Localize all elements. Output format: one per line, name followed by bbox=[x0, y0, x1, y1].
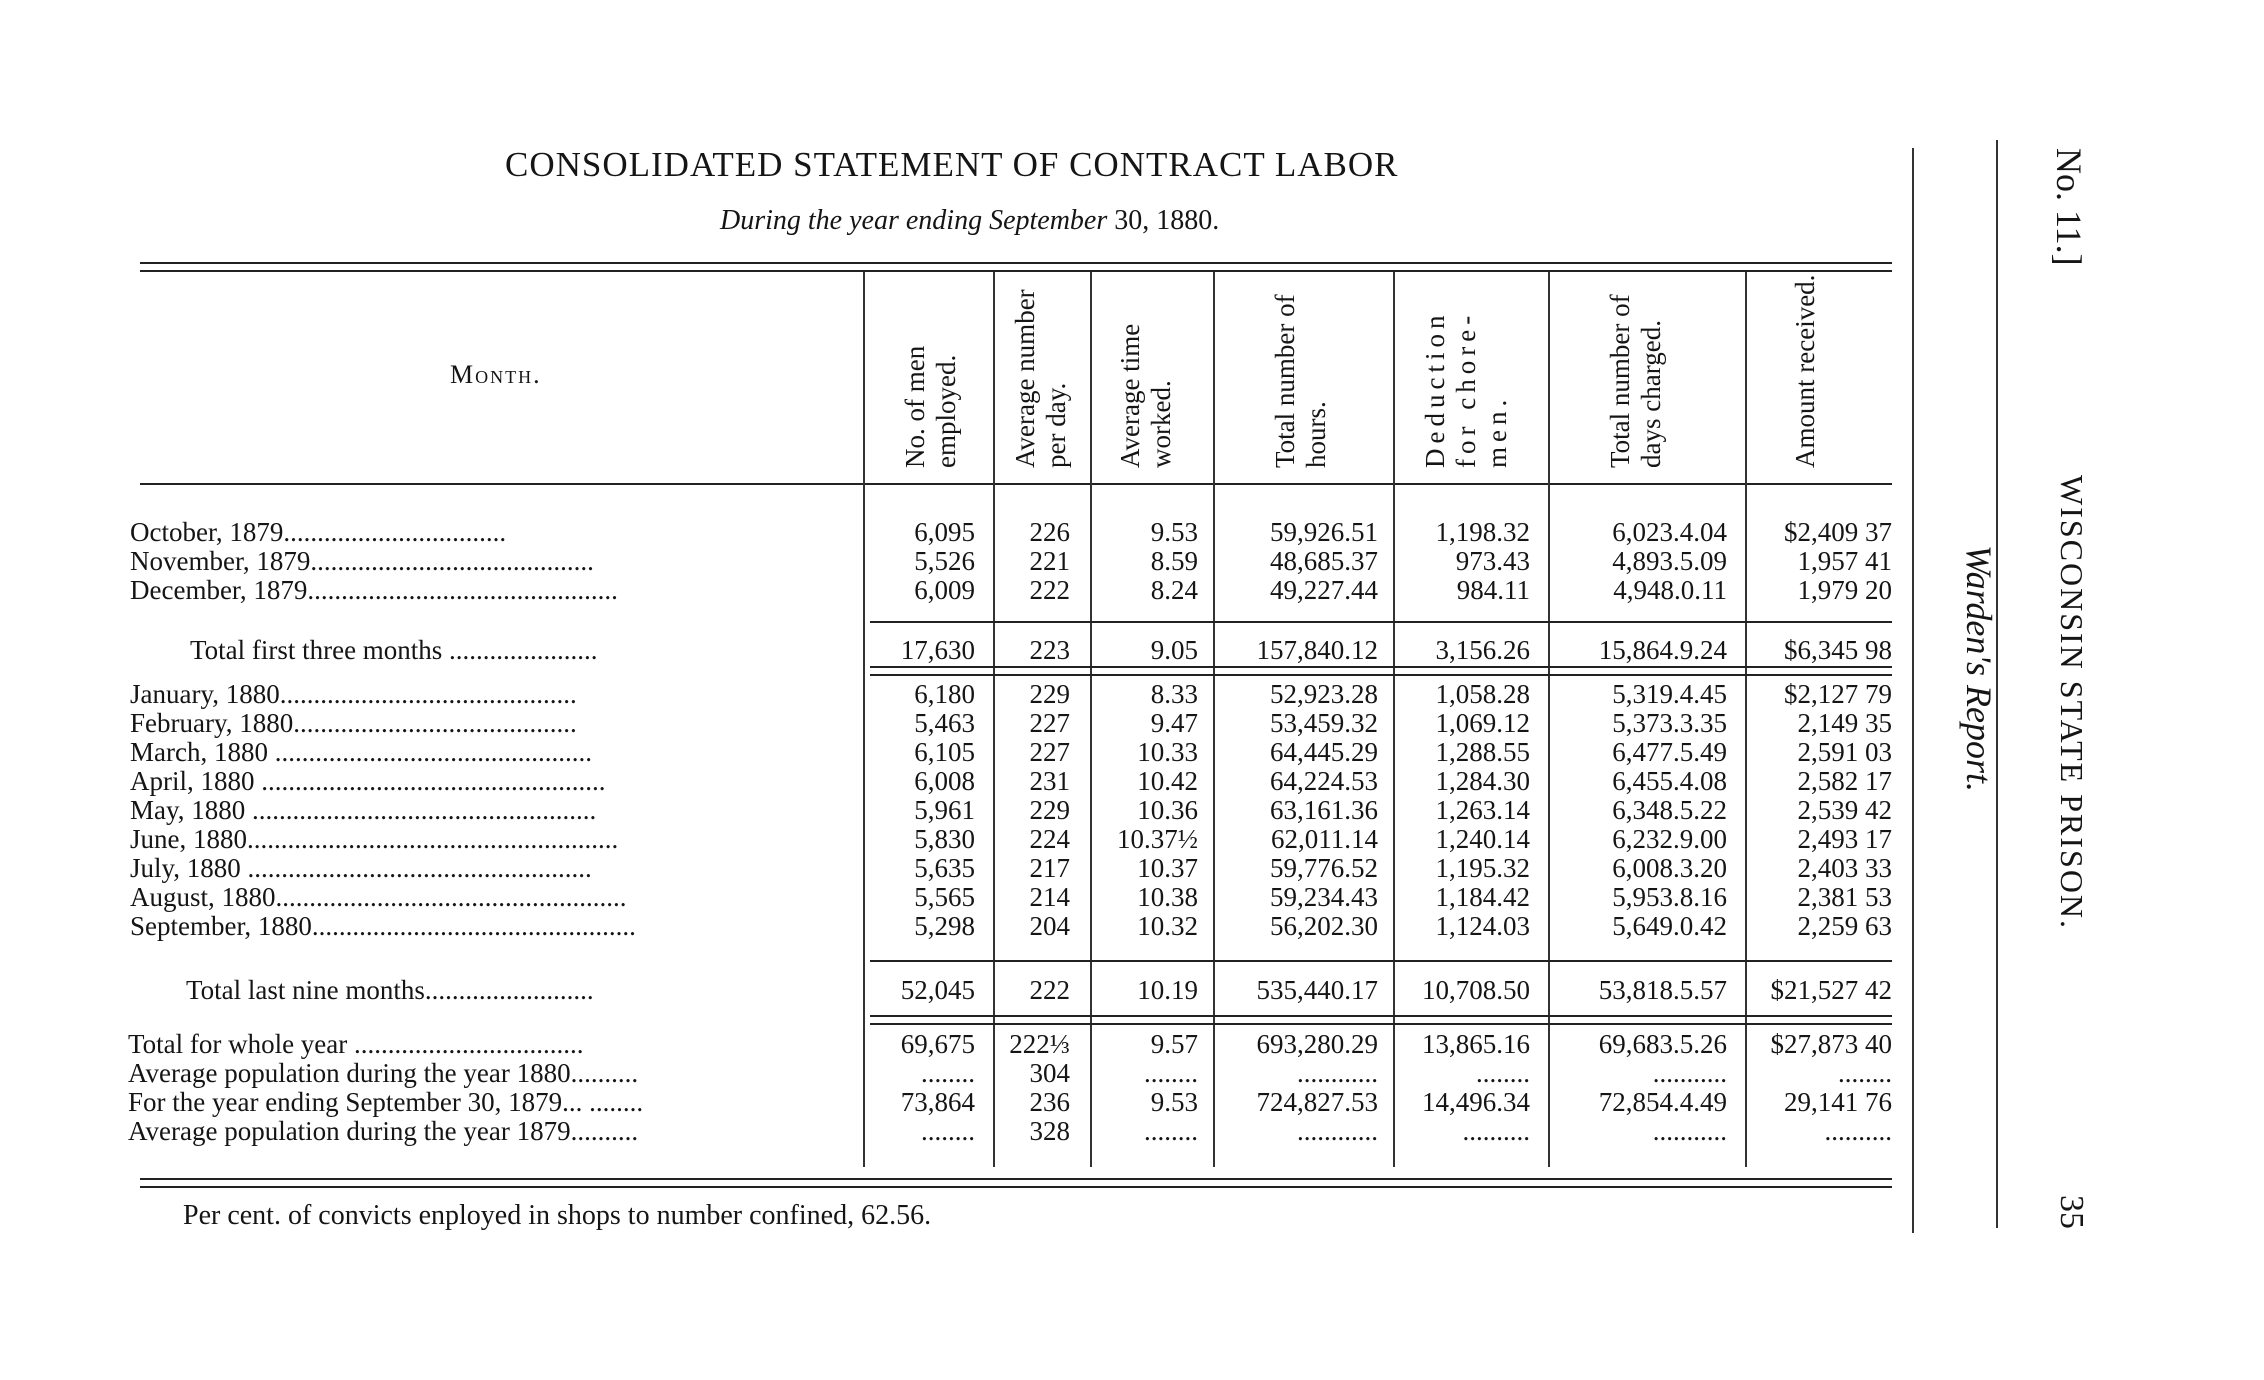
column-divider bbox=[1745, 272, 1747, 1167]
table-cell: ........ bbox=[1476, 1058, 1530, 1088]
row-label: September, 1880................................................ bbox=[130, 911, 636, 941]
table-cell: 52,923.28 bbox=[1270, 679, 1378, 709]
row-label: July, 1880 ................................................... bbox=[130, 853, 592, 883]
table-cell: 53,459.32 bbox=[1270, 708, 1378, 738]
row-label: January, 1880............................................ bbox=[130, 679, 577, 709]
col-header-men-employed: No. of men employed. bbox=[900, 345, 961, 468]
col-header-avg-time: Average time worked. bbox=[1115, 323, 1176, 468]
table-cell: 5,635 bbox=[914, 853, 975, 883]
table-cell: 5,298 bbox=[914, 911, 975, 941]
row-label: March, 1880 ............................................... bbox=[130, 737, 592, 767]
subtotal-rule bbox=[870, 960, 1892, 962]
row-label: February, 1880.......................................... bbox=[130, 708, 577, 738]
table-cell: ........ bbox=[921, 1058, 975, 1088]
table-cell: $2,409 37 bbox=[1784, 517, 1892, 547]
table-cell: 6,348.5.22 bbox=[1612, 795, 1727, 825]
table-cell: 1,069.12 bbox=[1435, 708, 1530, 738]
table-cell: 304 bbox=[1029, 1058, 1070, 1088]
table-cell: 5,373.3.35 bbox=[1612, 708, 1727, 738]
page-subtitle bbox=[720, 205, 1219, 237]
table-cell: 10.37½ bbox=[1117, 824, 1198, 854]
table-cell: 72,854.4.49 bbox=[1598, 1087, 1727, 1117]
table-cell: 6,232.9.00 bbox=[1612, 824, 1727, 854]
table-cell: 17,630 bbox=[900, 635, 975, 665]
column-divider bbox=[863, 272, 865, 1167]
table-cell: 6,008 bbox=[914, 766, 975, 796]
table-cell: 2,381 53 bbox=[1797, 882, 1892, 912]
table-cell: 52,045 bbox=[900, 975, 975, 1005]
row-label: Average population during the year 1880.......... bbox=[128, 1058, 639, 1088]
row-label: August, 1880.................................................... bbox=[130, 882, 627, 912]
table-cell: 1,124.03 bbox=[1435, 911, 1530, 941]
wardens-report-label: Warden's Report. bbox=[1959, 545, 1999, 793]
table-cell: .......... bbox=[1462, 1116, 1530, 1146]
table-cell: 6,008.3.20 bbox=[1612, 853, 1727, 883]
table-cell: 5,463 bbox=[914, 708, 975, 738]
table-cell: 693,280.29 bbox=[1256, 1029, 1378, 1059]
table-cell: 10.38 bbox=[1137, 882, 1198, 912]
table-cell: 5,953.8.16 bbox=[1612, 882, 1727, 912]
table-cell: 9.05 bbox=[1150, 635, 1198, 665]
table-cell: 14,496.34 bbox=[1422, 1087, 1530, 1117]
page-title: CONSOLIDATED STATEMENT OF CONTRACT LABOR bbox=[505, 145, 1399, 184]
table-cell: 59,776.52 bbox=[1270, 853, 1378, 883]
table-cell: 231 bbox=[1029, 766, 1070, 796]
table-cell: 222 bbox=[1029, 575, 1070, 605]
subtitle-italic: During the year ending September bbox=[720, 205, 1108, 236]
table-cell: 973.43 bbox=[1455, 546, 1530, 576]
table-cell: ............ bbox=[1297, 1058, 1378, 1088]
page-number: 35 bbox=[2053, 1195, 2090, 1229]
row-label: May, 1880 ................................................... bbox=[130, 795, 597, 825]
table-cell: 2,259 63 bbox=[1797, 911, 1892, 941]
table-cell: 2,591 03 bbox=[1797, 737, 1892, 767]
table-cell: 1,284.30 bbox=[1435, 766, 1530, 796]
table-cell: 984.11 bbox=[1456, 575, 1530, 605]
table-cell: 222 bbox=[1029, 975, 1070, 1005]
table-cell: ........... bbox=[1652, 1058, 1727, 1088]
table-cell: 8.33 bbox=[1150, 679, 1198, 709]
column-divider bbox=[1213, 272, 1215, 1167]
row-label: October, 1879................................. bbox=[130, 517, 507, 547]
table-cell: 9.47 bbox=[1150, 708, 1198, 738]
table-cell: 227 bbox=[1029, 708, 1070, 738]
table-cell: 63,161.36 bbox=[1270, 795, 1378, 825]
table-cell: 6,180 bbox=[914, 679, 975, 709]
table-cell: 221 bbox=[1029, 546, 1070, 576]
table-cell: 6,009 bbox=[914, 575, 975, 605]
table-cell: 204 bbox=[1029, 911, 1070, 941]
table-cell: 9.57 bbox=[1150, 1029, 1198, 1059]
table-cell: 223 bbox=[1029, 635, 1070, 665]
table-cell: 5,649.0.42 bbox=[1612, 911, 1727, 941]
table-cell: 10.19 bbox=[1137, 975, 1198, 1005]
table-cell: 1,979 20 bbox=[1797, 575, 1892, 605]
row-label: Average population during the year 1879.......... bbox=[128, 1116, 639, 1146]
table-cell: 229 bbox=[1029, 795, 1070, 825]
subtotal-rule bbox=[870, 621, 1892, 623]
table-cell: 48,685.37 bbox=[1270, 546, 1378, 576]
table-cell: 5,830 bbox=[914, 824, 975, 854]
table-cell: 4,948.0.11 bbox=[1613, 575, 1727, 605]
table-cell: 236 bbox=[1029, 1087, 1070, 1117]
table-cell: 64,224.53 bbox=[1270, 766, 1378, 796]
table-cell: 328 bbox=[1029, 1116, 1070, 1146]
side-rule bbox=[1912, 148, 1914, 1233]
table-cell: 73,864 bbox=[900, 1087, 975, 1117]
table-cell: 535,440.17 bbox=[1256, 975, 1378, 1005]
row-label: Total for whole year .................................. bbox=[128, 1029, 584, 1059]
table-cell: 10.32 bbox=[1137, 911, 1198, 941]
table-cell: 2,149 35 bbox=[1797, 708, 1892, 738]
table-cell: 10.33 bbox=[1137, 737, 1198, 767]
table-cell: ........ bbox=[921, 1116, 975, 1146]
table-cell: 1,198.32 bbox=[1435, 517, 1530, 547]
table-bottom-rule bbox=[140, 1178, 1892, 1180]
table-cell: 59,234.43 bbox=[1270, 882, 1378, 912]
footer-note: Per cent. of convicts enployed in shops to number confined, 62.56. bbox=[183, 1200, 932, 1231]
column-divider bbox=[1548, 272, 1550, 1167]
table-cell: 2,539 42 bbox=[1797, 795, 1892, 825]
table-cell: 29,141 76 bbox=[1784, 1087, 1892, 1117]
table-cell: 9.53 bbox=[1150, 517, 1198, 547]
table-cell: 5,961 bbox=[914, 795, 975, 825]
table-cell: $2,127 79 bbox=[1784, 679, 1892, 709]
table-cell: 15,864.9.24 bbox=[1598, 635, 1727, 665]
column-divider bbox=[1393, 272, 1395, 1167]
table-cell: 4,893.5.09 bbox=[1612, 546, 1727, 576]
column-divider bbox=[993, 272, 995, 1167]
table-cell: 2,493 17 bbox=[1797, 824, 1892, 854]
table-cell: 62,011.14 bbox=[1271, 824, 1378, 854]
row-label: June, 1880....................................................... bbox=[130, 824, 619, 854]
table-cell: 5,526 bbox=[914, 546, 975, 576]
row-label: For the year ending September 30, 1879... ........ bbox=[128, 1087, 644, 1117]
table-cell: 13,865.16 bbox=[1422, 1029, 1530, 1059]
table-cell: 10.36 bbox=[1137, 795, 1198, 825]
table-cell: 6,477.5.49 bbox=[1612, 737, 1727, 767]
col-header-amount: Amount received. bbox=[1790, 274, 1820, 468]
col-header-avg-per-day: Average number per day. bbox=[1010, 289, 1071, 468]
table-cell: 1,184.42 bbox=[1435, 882, 1530, 912]
subtotal-rule bbox=[870, 674, 1892, 676]
subtitle-date: 30, 1880. bbox=[1107, 205, 1220, 236]
table-cell: 157,840.12 bbox=[1256, 635, 1378, 665]
table-cell: 8.24 bbox=[1150, 575, 1198, 605]
table-cell: .......... bbox=[1824, 1116, 1892, 1146]
table-cell: 69,675 bbox=[900, 1029, 975, 1059]
table-cell: 49,227.44 bbox=[1270, 575, 1378, 605]
row-label: Total first three months ...................... bbox=[190, 635, 598, 665]
table-cell: 2,403 33 bbox=[1797, 853, 1892, 883]
row-label: Total last nine months......................... bbox=[186, 975, 594, 1005]
table-cell: 214 bbox=[1029, 882, 1070, 912]
row-label: April, 1880 ................................................... bbox=[130, 766, 606, 796]
table-cell: $6,345 98 bbox=[1784, 635, 1892, 665]
table-cell: 222⅓ bbox=[1009, 1029, 1070, 1059]
table-cell: 1,957 41 bbox=[1797, 546, 1892, 576]
column-divider bbox=[1090, 272, 1092, 1167]
header-bottom-rule bbox=[140, 483, 1892, 485]
table-cell: 2,582 17 bbox=[1797, 766, 1892, 796]
table-cell: 6,455.4.08 bbox=[1612, 766, 1727, 796]
row-label: December, 1879.............................................. bbox=[130, 575, 618, 605]
table-cell: 8.59 bbox=[1150, 546, 1198, 576]
table-cell: 5,565 bbox=[914, 882, 975, 912]
table-cell: 6,105 bbox=[914, 737, 975, 767]
table-cell: 224 bbox=[1029, 824, 1070, 854]
table-cell: ........... bbox=[1652, 1116, 1727, 1146]
table-cell: 1,195.32 bbox=[1435, 853, 1530, 883]
table-cell: 217 bbox=[1029, 853, 1070, 883]
subtotal-rule bbox=[870, 666, 1892, 668]
col-header-deduction: Deduction for chore-men. bbox=[1420, 310, 1512, 468]
table-cell: 69,683.5.26 bbox=[1598, 1029, 1727, 1059]
table-cell: 5,319.4.45 bbox=[1612, 679, 1727, 709]
table-cell: ........ bbox=[1838, 1058, 1892, 1088]
table-cell: 229 bbox=[1029, 679, 1070, 709]
table-cell: 10.42 bbox=[1137, 766, 1198, 796]
table-cell: 1,058.28 bbox=[1435, 679, 1530, 709]
table-cell: 1,288.55 bbox=[1435, 737, 1530, 767]
table-cell: 6,023.4.04 bbox=[1612, 517, 1727, 547]
table-cell: ........ bbox=[1144, 1116, 1198, 1146]
table-cell: 10.37 bbox=[1137, 853, 1198, 883]
table-cell: 64,445.29 bbox=[1270, 737, 1378, 767]
table-bottom-rule-2 bbox=[140, 1186, 1892, 1188]
table-cell: 10,708.50 bbox=[1422, 975, 1530, 1005]
table-cell: 3,156.26 bbox=[1435, 635, 1530, 665]
table-cell: 59,926.51 bbox=[1270, 517, 1378, 547]
table-cell: $21,527 42 bbox=[1770, 975, 1892, 1005]
row-label: November, 1879.......................................... bbox=[130, 546, 594, 576]
table-cell: 227 bbox=[1029, 737, 1070, 767]
table-cell: 56,202.30 bbox=[1270, 911, 1378, 941]
running-head: WISCONSIN STATE PRISON. bbox=[2054, 475, 2090, 931]
col-header-total-hours: Total number of hours. bbox=[1270, 294, 1331, 468]
table-cell: 226 bbox=[1029, 517, 1070, 547]
subtotal-rule bbox=[870, 1023, 1892, 1025]
col-header-days-charged: Total number of days charged. bbox=[1605, 294, 1666, 468]
table-cell: 724,827.53 bbox=[1256, 1087, 1378, 1117]
table-cell: 9.53 bbox=[1150, 1087, 1198, 1117]
table-cell: 1,240.14 bbox=[1435, 824, 1530, 854]
table-cell: 53,818.5.57 bbox=[1598, 975, 1727, 1005]
table-cell: 1,263.14 bbox=[1435, 795, 1530, 825]
month-column-header: Month. bbox=[450, 360, 542, 389]
doc-number: No. 11.] bbox=[2049, 148, 2089, 266]
table-cell: ............ bbox=[1297, 1116, 1378, 1146]
table-cell: 6,095 bbox=[914, 517, 975, 547]
table-cell: ........ bbox=[1144, 1058, 1198, 1088]
subtotal-rule bbox=[870, 1015, 1892, 1017]
table-cell: $27,873 40 bbox=[1770, 1029, 1892, 1059]
